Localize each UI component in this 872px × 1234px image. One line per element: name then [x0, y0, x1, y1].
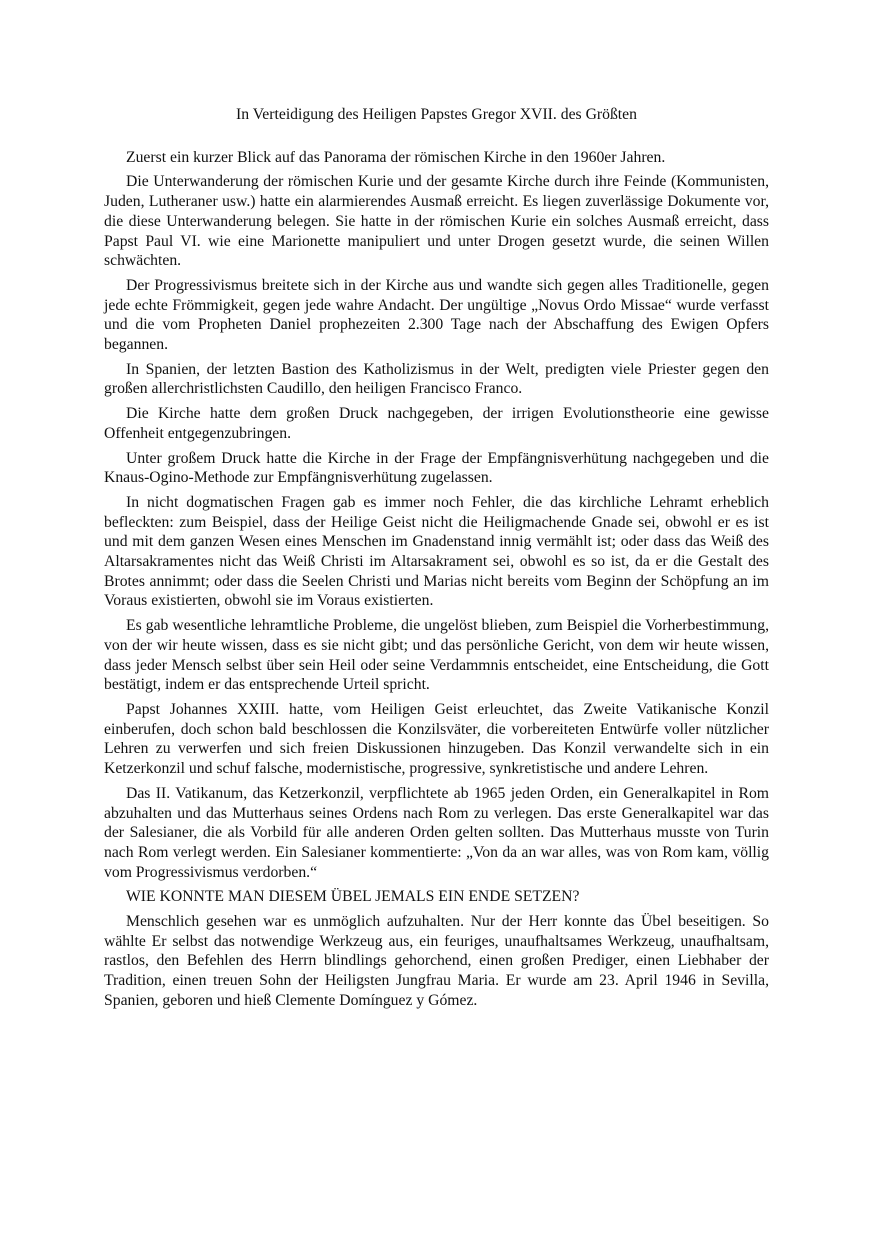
paragraph-1: Zuerst ein kurzer Blick auf das Panorama der römischen Kirche in den 1960er Jahren. [126, 148, 666, 166]
paragraph-5: Die Kirche hatte dem großen Druck nachgegeben, der irrigen Evolutionstheorie eine gewisse Offenheit entgegenzubringen. [104, 405, 769, 442]
document-title: In Verteidigung des Heiligen Papstes Gregor XVII. des Größten [236, 106, 637, 123]
paragraph-7: In nicht dogmatischen Fragen gab es immer noch Fehler, die das kirchliche Lehramt erheblich befleckten: zum Beispiel, dass der Heilige Geist nicht die Heiligmachende Gnade sei, obwohl er es ist und mit dem ganzen Wesen eines Menschen im Gnadenstand innig vermählt ist; oder dass das Weiß des Altarsakramentes nicht das Weiß Christi im Altarsakrament sei, obwohl es so ist, da er die Gestalt des Brotes annimmt; oder dass die Seelen Christi und Marias nicht bereits vom Beginn der Schöpfung an im Voraus existierten, obwohl sie im Voraus existierten. [104, 493, 769, 610]
paragraph-6: Unter großem Druck hatte die Kirche in der Frage der Empfängnisverhütung nachgegeben und die Knaus-Ogino-Methode zur Empfängnisverhütung zugelassen. [104, 449, 769, 487]
paragraph-10: Das II. Vatikanum, das Ketzerkonzil, verpflichtete ab 1965 jeden Orden, ein Generalkapitel in Rom abzuhalten und das Mutterhaus seines Ordens nach Rom zu verlegen. Das erste Generalkapitel war das der Salesianer, die als Vorbild für alle anderen Orden gelten sollten. Das Mutterhaus musste von Turin nach Rom verlegt werden. Ein Salesianer kommentierte: „Von da an war alles, was von Rom kam, völlig vom Progressivismus verdorben.“ [104, 784, 769, 881]
paragraph-2: Die Unterwanderung der römischen Kurie und der gesamte Kirche durch ihre Feinde (Kommunisten, Juden, Lutheraner usw.) hatte ein alarmierendes Ausmaß erreicht. Es liegen zuverlässige Dokumente vor, die diese Unterwanderung belegen. Sie hatte in der römischen Kurie ein solches Ausmaß erreicht, dass Papst Paul VI. wie eine Marionette manipuliert und unter Drogen gesetzt wurde, die seinen Willen schwächten. [104, 173, 769, 270]
paragraph-9: Papst Johannes XXIII. hatte, vom Heiligen Geist erleuchtet, das Zweite Vatikanische Konzil einberufen, doch schon bald beschlossen die Konzilsväter, die vorbereiteten Entwürfe voller nützlicher Lehren zu verwerfen und sich freien Diskussionen hinzugeben. Das Konzil verwandelte sich in ein Ketzerkonzil und schuf falsche, modernistische, progressive, synkretistische und andere Lehren. [104, 700, 769, 778]
section-heading: WIE KONNTE MAN DIESEM ÜBEL JEMALS EIN ENDE SETZEN? [126, 888, 580, 906]
paragraph-final: Menschlich gesehen war es unmöglich aufzuhalten. Nur der Herr konnte das Übel beseitigen. So wählte Er selbst das notwendige Werkzeug aus, ein feuriges, unaufhaltsames Werkzeug, unaufhaltsam, rastlos, den Befehlen des Herrn blindlings gehorchend, einen großen Prediger, einen Liebhaber der Tradition, einen treuen Sohn der Heiligsten Jungfrau Maria. Er wurde am 23. April 1946 in Sevilla, Spanien, geboren und hieß Clemente Domínguez y Gómez. [104, 913, 769, 1009]
paragraph-8: Es gab wesentliche lehramtliche Probleme, die ungelöst blieben, zum Beispiel die Vorherbestimmung, von der wir heute wissen, dass es sie nicht gibt; und das persönliche Gericht, von dem wir heute wissen, dass jeder Mensch selbst über sein Heil oder seine Verdammnis entscheidet, eine Entscheidung, die Gott bestätigt, indem er das entsprechende Urteil spricht. [104, 617, 769, 694]
paragraph-3: Der Progressivismus breitete sich in der Kirche aus und wandte sich gegen alles Traditionelle, gegen jede echte Frömmigkeit, gegen jede wahre Andacht. Der ungültige „Novus Ordo Missae“ wurde verfasst und die vom Propheten Daniel prophezeiten 2.300 Tage nach der Abschaffung des Ewigen Opfers begannen. [104, 276, 769, 354]
document-page [104, 105, 769, 1016]
paragraph-4: In Spanien, der letzten Bastion des Katholizismus in der Welt, predigten viele Priester gegen den großen allerchristlichsten Caudillo, den heiligen Francisco Franco. [104, 360, 769, 398]
